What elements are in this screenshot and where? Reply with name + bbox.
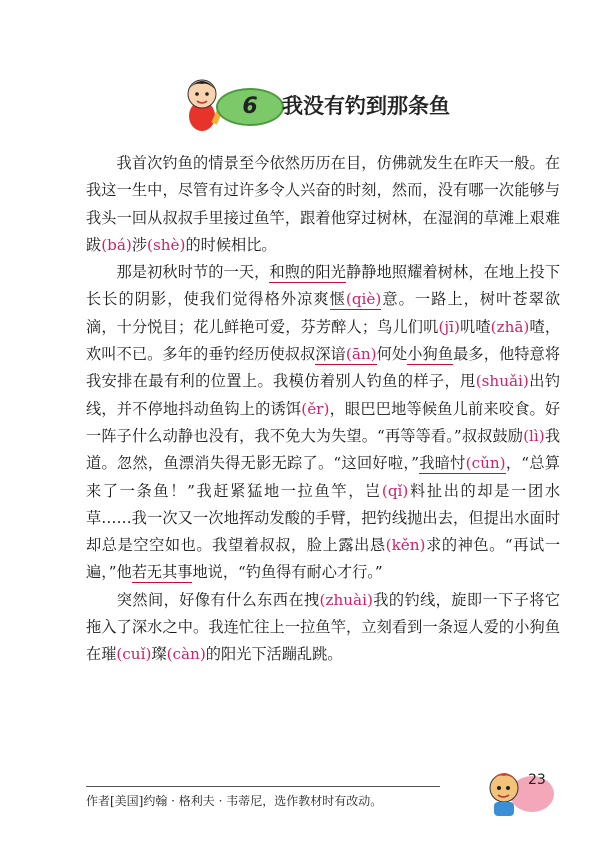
pinyin-annotation: (càn) [166,645,206,664]
text-run: 的时候相比。 [185,235,277,254]
text-run: 璨 [151,645,167,664]
text-run: 求的神色。“再试一遍，”他 [86,536,561,582]
text-run: 出钓线，并不停地抖动鱼钩上的诱饵 [86,372,561,418]
pinyin-annotation: (zhā) [490,317,530,336]
text-run: ，“总算来了一条鱼！”我赶紧猛地一拉鱼竿，岂 [86,454,560,500]
text-run: 料扯出的却是一团水草……我一次又一次地挥动发酸的手臂，把钓线抛出去，但提出水面时却总是空空如也。我望着叔叔，脸上露出恳 [86,481,561,555]
pinyin-annotation: (ān) [345,345,377,364]
pinyin-annotation: (shuǎi) [475,372,529,391]
pinyin-annotation: (cuǐ) [116,645,152,664]
text-run: ，眼巴巴地等候鱼儿前来咬食。好一阵子什么动静也没有，我不免大为失望。“再等等看。”叔叔鼓励 [86,399,561,445]
article-body [86,150,560,669]
paragraph [86,259,560,587]
text-run: 何处 [376,345,408,364]
text-run: 叽喳 [459,317,491,336]
text-run: 我道。忽然，鱼漂消失得无影无踪了。“这回好啦，” [86,426,561,473]
lesson-header [178,74,478,134]
underlined-phrase: 小狗鱼 [407,345,454,364]
pinyin-annotation: (qǐ) [381,481,409,500]
text-run: 我的钓线，旋即一下子将它拖入了深水之中。我连忙往上一拉鱼竿，立刻看到一条逗人爱的小狗鱼在璀 [86,590,561,664]
text-run: 那是初秋时节的一天， [116,263,270,282]
text-run: 静静地照耀着树林，在地上投下长长的阴影，使我们觉得格外凉爽 [86,263,560,309]
text-run: 我首次钓鱼的情景至今依然历历在目，仿佛就发生在昨天一般。在我这一生中，尽管有过许多令人兴奋的时刻，然而，没有哪一次能够与我头一回从叔叔手里接过鱼竿，跟着他穿过树林，在湿润的草滩上艰难跋 [86,154,560,254]
pinyin-annotation: (qiè) [345,290,382,309]
footnote-divider [86,786,440,787]
text-run: 涉 [131,235,148,254]
text-run: 喳，欢叫不已。多年的垂钓经历使叔叔 [86,317,561,364]
pinyin-annotation: (kěn) [385,536,426,555]
text-run: 的阳光下活蹦乱跳。 [205,645,343,664]
underlined-phrase: 和煦的阳光 [269,263,346,282]
pinyin-annotation: (zhuài) [319,590,373,609]
pinyin-annotation: (shè) [147,235,186,254]
text-run: 意。一路上，树叶苍翠欲滴，十分悦目；花儿鲜艳可爱，芬芳醉人；鸟儿们叽 [86,290,561,336]
text-run: 最多，他特意将我安排在最有利的位置上。我模仿着别人钓鱼的样子，甩 [86,345,561,391]
pinyin-annotation: (cǔn) [465,454,506,473]
text-run: 地说，“钓鱼得有耐心才行。” [192,563,383,582]
pinyin-annotation: (ěr) [301,399,330,418]
underlined-phrase: 深谙 [315,345,346,364]
pinyin-annotation: (bá) [101,235,132,254]
pinyin-annotation: (lì) [523,426,545,445]
footnote: 作者[美国]约翰 · 格利夫 · 韦蒂尼，选作教材时有改动。 [86,794,383,808]
underlined-phrase: 我暗忖 [418,454,466,473]
page-number: 23 [528,772,546,788]
text-run: 突然间，好像有什么东西在拽 [116,590,320,609]
paragraph [86,150,560,259]
lesson-number: 6 [216,88,284,126]
pinyin-annotation: (jī) [438,317,460,336]
underlined-phrase: 若无其事 [131,563,193,582]
underlined-phrase: 惬 [329,290,346,309]
lesson-title: 我没有钓到那条鱼 [282,94,450,118]
paragraph [86,587,560,669]
